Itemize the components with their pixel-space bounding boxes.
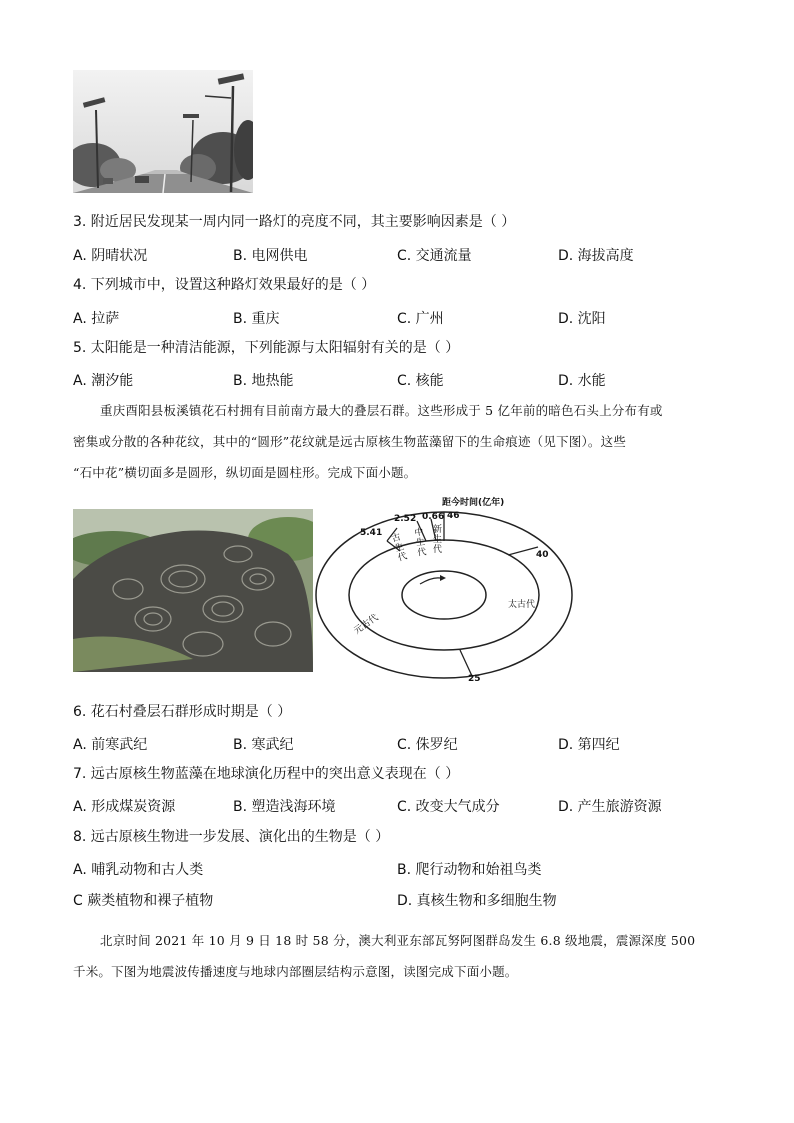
question-3-option-d: D. 海拔高度 [558, 248, 634, 264]
diagram-tick-066: 0.66 [422, 512, 445, 522]
question-8-option-c: C 蕨类植物和裸子植物 [73, 893, 214, 909]
question-7-option-a: A. 形成煤炭资源 [73, 799, 176, 815]
question-5-option-d: D. 水能 [558, 373, 606, 389]
passage-1-line-1: 重庆酉阳县板溪镇花石村拥有目前南方最大的叠层石群。这些形成于 5 亿年前的暗色石头上分布有或 [100, 403, 663, 418]
diagram-tick-25: 25 [468, 674, 481, 684]
question-4-option-d: D. 沈阳 [558, 311, 606, 327]
era-cenozoic: 新生代 [433, 525, 443, 555]
question-6-option-a: A. 前寒武纪 [73, 737, 148, 753]
era-archean: 太古代 [508, 600, 536, 610]
question-3-stem: 3. 附近居民发现某一周内同一路灯的亮度不同，其主要影响因素是（ ） [73, 214, 516, 230]
question-3-option-c: C. 交通流量 [397, 248, 472, 264]
question-7-option-c: C. 改变大气成分 [397, 799, 500, 815]
question-5-option-b: B. 地热能 [233, 373, 294, 389]
era-mesozoic: 中生代 [413, 527, 428, 559]
street-light-photo [73, 70, 253, 193]
question-8-option-b: B. 爬行动物和始祖鸟类 [397, 862, 542, 878]
question-6-option-c: C. 侏罗纪 [397, 737, 458, 753]
question-5-stem: 5. 太阳能是一种清洁能源，下列能源与太阳辐射有关的是（ ） [73, 340, 460, 356]
diagram-tick-541: 5.41 [360, 528, 383, 538]
question-8-option-a: A. 哺乳动物和古人类 [73, 862, 204, 878]
question-6-stem: 6. 花石村叠层石群形成时期是（ ） [73, 704, 292, 720]
question-5-option-a: A. 潮汐能 [73, 373, 134, 389]
passage-2-line-2: 千米。下图为地震波传播速度与地球内部圈层结构示意图，读图完成下面小题。 [73, 964, 518, 979]
question-6-option-d: D. 第四纪 [558, 737, 620, 753]
question-4-option-c: C. 广州 [397, 311, 444, 327]
passage-1-line-3: “石中花”横切面多是圆形，纵切面是圆柱形。完成下面小题。 [73, 465, 417, 480]
question-5-option-c: C. 核能 [397, 373, 444, 389]
question-4-option-b: B. 重庆 [233, 311, 280, 327]
question-7-stem: 7. 远古原核生物蓝藻在地球演化历程中的突出意义表现在（ ） [73, 766, 460, 782]
question-8-stem: 8. 远古原核生物进一步发展、演化出的生物是（ ） [73, 829, 390, 845]
question-4-stem: 4. 下列城市中，设置这种路灯效果最好的是（ ） [73, 277, 376, 293]
diagram-title: 距今时间(亿年) [442, 498, 505, 508]
question-4-option-a: A. 拉萨 [73, 311, 120, 327]
question-3-option-a: A. 阴晴状况 [73, 248, 148, 264]
question-7-option-b: B. 塑造浅海环境 [233, 799, 336, 815]
geologic-time-diagram [312, 495, 580, 685]
era-paleozoic: 古生代 [390, 532, 409, 564]
diagram-tick-46: 46 [447, 511, 460, 521]
question-7-option-d: D. 产生旅游资源 [558, 799, 662, 815]
era-proterozoic: 元古代 [352, 612, 381, 637]
stromatolite-photo [73, 509, 313, 672]
question-6-option-b: B. 寒武纪 [233, 737, 294, 753]
diagram-tick-252: 2.52 [394, 514, 417, 524]
passage-1-line-2: 密集或分散的各种花纹，其中的“圆形”花纹就是远古原核生物蓝藻留下的生命痕迹（见下图）。这些 [73, 434, 627, 449]
question-8-option-d: D. 真核生物和多细胞生物 [397, 893, 557, 909]
question-3-option-b: B. 电网供电 [233, 248, 308, 264]
passage-2-line-1: 北京时间 2021 年 10 月 9 日 18 时 58 分，澳大利亚东部瓦努阿图群岛发生 6.8 级地震，震源深度 500 [100, 933, 696, 948]
diagram-tick-40: 40 [536, 550, 549, 560]
